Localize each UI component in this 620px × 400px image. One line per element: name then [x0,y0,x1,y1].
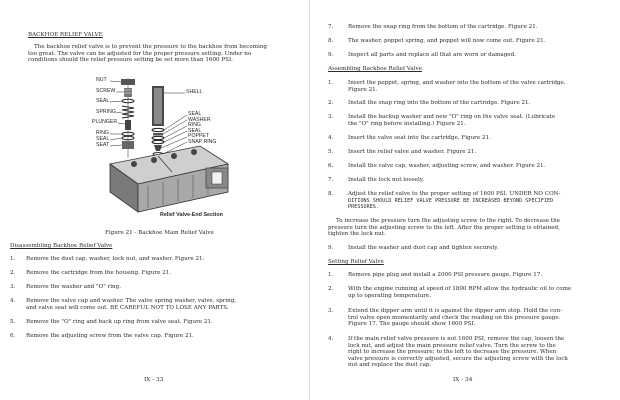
figure-caption: Figure 21 - Backhoe Main Relief Valve [105,230,214,236]
step-number: 7. [328,177,334,183]
step-number: 4. [10,298,16,304]
step-line: Insert the poppet, spring, and washer into the bottom of the valve cartridge. [348,80,566,86]
label-ring: RING [96,130,109,136]
step-number: 3. [10,284,16,290]
label-nut: NUT [96,77,107,83]
step-text [26,256,298,263]
adjust-line: tighten the lock nut. [328,231,386,238]
step-line: nut and replace the dust cap. [348,362,432,369]
label-screw: SCREW [96,88,116,94]
step-line: Remove pipe plug and install a 2000 PSI pressure gauge. Figure 17. [348,272,543,278]
step-text [348,80,614,93]
step-number: 2. [328,100,334,106]
step-line: Remove the dust cap, washer, lock nut, and washer. Figure 21. [26,256,205,262]
inset-title: Relief Valve-End Section [160,212,223,218]
right-page [310,0,620,400]
intro-line: conditions should the relief pressure setting be set more than 1600 PSI. [28,57,233,64]
step-line: Remove the adjusting screw from the valve cap. Figure 21. [26,333,194,339]
step-line: up to operating temperature. [348,292,431,299]
step-line: The washer, poppet spring, and poppet will now come out. Figure 21. [348,38,546,44]
step-number: 1. [328,272,334,278]
step-line: Adjust the relief valve to the proper setting of 1600 PSI. UNDER NO CON- [348,191,561,197]
label-seal-right: SEAL [188,111,202,117]
step-line: Figure 21. [348,86,378,93]
step-text [26,270,298,277]
step-text [348,114,614,127]
step-text [348,272,614,279]
step-line: Remove the "O" ring and back up ring from valve seat. Figure 21. [26,319,213,325]
step-line: Remove the snap ring from the bottom of the cartridge. Figure 21. [348,24,538,30]
step-number: 9. [328,245,334,251]
step-number: 2. [10,270,16,276]
step-text [348,24,610,31]
label-shell: SHELL [186,89,203,95]
leader-lines [88,72,248,222]
step-number: 5. [10,319,16,325]
label-seal-2: SEAL [96,136,110,142]
step-text [348,135,614,142]
step-text [26,298,298,311]
step-line: Install the backup washer and new "O" ring on the valve seat. (Lubricate [348,114,556,120]
step-text [26,333,298,340]
adjust-paragraph [328,218,614,238]
step-line: valve pressure is correctly adjusted, secure the adjusting screw with the lock [348,355,568,362]
backhoe-relief-valve-heading: BACKHOE RELIEF VALVE [28,32,103,38]
step-number: 2. [328,286,334,292]
step-number: 1. [10,256,16,262]
step-line: Install the valve cap, washer, adjusting screw, and washer. Figure 21. [348,163,546,169]
label-spring: SPRING [96,109,116,115]
step-text [348,100,614,107]
label-seat: SEAT [96,142,110,148]
step-number: 3. [328,308,334,314]
assembling-heading: Assembling Backhoe Relief Valve [328,66,422,72]
adjust-line: To increase the pressure turn the adjusting screw to the right. To decrease the [336,218,561,224]
step-number: 4. [328,135,334,141]
label-seal-right-2: SEAL [188,127,202,134]
label-ring-right: RING [188,122,201,128]
disassembling-heading: Disassembling Backhoe Relief Valve [10,243,113,249]
step-text [348,308,614,328]
step-text [348,177,614,184]
step-number: 1. [328,80,334,86]
step-text [348,38,610,45]
step-line: Extend the dipper arm until it is against the dipper arm stop. Hold the con- [348,308,562,314]
step-line: Install the snap ring into the bottom of the cartridge. Figure 21. [348,100,531,106]
step-number: 8. [328,191,334,197]
intro-line: The backhoe relief valve is to prevent the pressure to the backhoe from becoming [34,44,267,50]
intro-line: too great. The valve can be adjusted for the proper pressure setting. Under no [28,50,252,57]
step-line: Insert the valve seat into the cartridge. Figure 21. [348,135,491,141]
step-text [26,319,298,326]
step-number: 3. [328,114,334,120]
step-number: 8. [328,38,334,44]
step-text [26,284,298,291]
step-line: DITIONS SHOULD RELIEF VALVE PRESSURE BE INCREASED BEYOND SPECIFIED [348,197,554,204]
page-number: IX - 33 [144,377,164,383]
label-seal: SEAL [96,98,110,104]
step-number: 9. [328,52,334,58]
step-line: the "O" ring before installing.) Figure 21. [348,120,466,127]
label-plunger: PLUNGER [92,119,118,125]
relief-valve-figure [88,72,248,222]
page-number: IX - 34 [453,377,473,383]
step-text [348,336,614,369]
step-line: PRESSURES. [348,204,380,211]
intro-paragraph [28,44,298,64]
step-line: Figure 17. The gauge should show 1600 PSI. [348,321,476,328]
step-line: lock nut, and adjust the main pressure relief valve. Turn the screw to the [348,342,556,349]
step-text [348,245,614,252]
step-number: 7. [328,24,334,30]
label-poppet: POPPET [188,133,210,139]
step-line: Install the lock nut loosely. [348,177,424,183]
step-text [348,52,610,59]
step-line: Insert the relief valve and washer. Figure 21. [348,149,477,155]
step-line: If the main relief valve pressure is not 1600 PSI, remove the cap, loosen the [348,336,565,342]
label-snap-ring: SNAP RING [188,138,217,145]
label-washer: WASHER [188,116,211,123]
step-text [348,191,614,211]
step-line: Remove the washer and "O" ring. [26,284,121,290]
step-line: Inspect all parts and replace all that are worn or damaged. [348,52,516,58]
step-number: 4. [328,336,334,342]
step-text [348,163,614,170]
setting-heading: Setting Relief Valve [328,259,384,265]
step-number: 5. [328,149,334,155]
step-line: and valve seat will come out. BE CAREFUL NOT TO LOSE ANY PARTS. [26,304,229,311]
step-line: With the engine running at speed of 1800 RPM allow the hydraulic oil to come [348,286,572,292]
step-number: 6. [10,333,16,339]
step-line: trol valve open momentarily and check the reading on the pressure gauge. [348,314,561,321]
step-line: Install the washer and dust cap and tighten securely. [348,245,499,251]
step-text [348,149,614,156]
step-line: right to increase the pressure; to the left to decrease the pressure. When [348,349,557,356]
step-number: 6. [328,163,334,169]
adjust-line: pressure turn the adjusting screw to the left. After the proper setting is obtained, [328,224,560,231]
step-line: Remove the cartridge from the housing. Figure 21. [26,270,172,276]
step-line: Remove the valve cap and washer. The valve spring washer, valve, spring, [26,298,237,304]
step-text [348,286,614,299]
